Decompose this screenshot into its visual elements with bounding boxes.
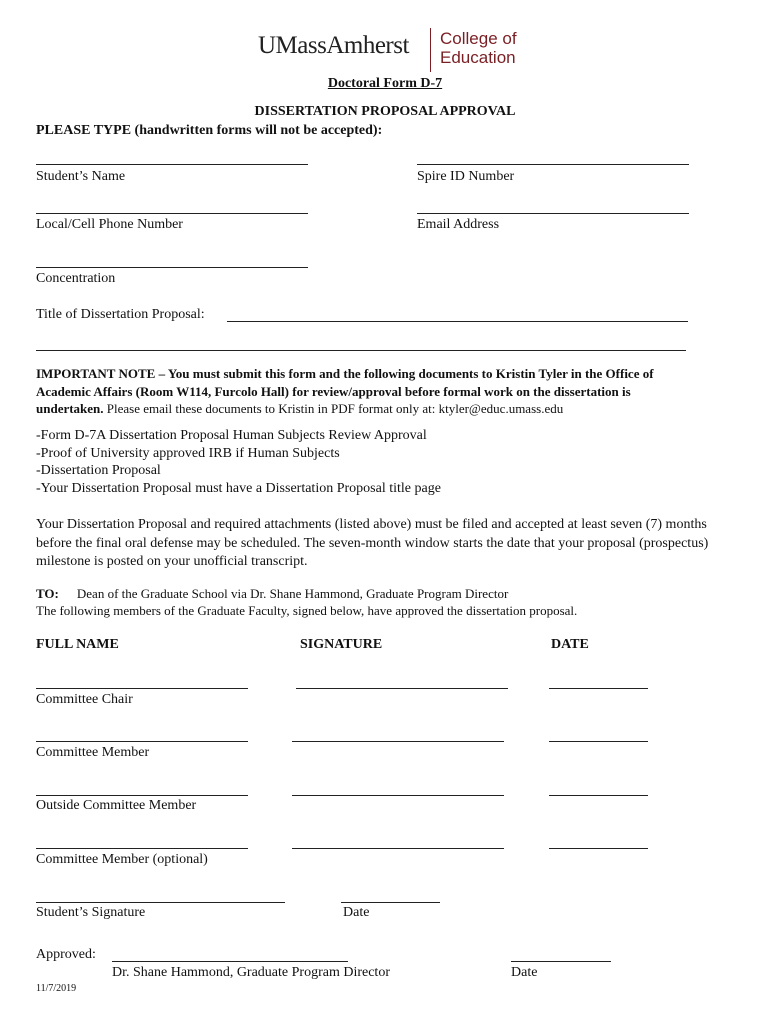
list-item: -Form D-7A Dissertation Proposal Human Subjects Review Approval (36, 428, 427, 443)
committee-chair-date-field[interactable] (549, 688, 648, 689)
optional-member-date-field[interactable] (549, 848, 648, 849)
student-signature-field[interactable] (36, 902, 285, 903)
important-note (36, 365, 696, 418)
student-signature-date-label: Date (343, 905, 370, 920)
approved-date-field[interactable] (511, 961, 611, 962)
important-note-bold: IMPORTANT NOTE – You must submit this form and the following documents to Kristin Tyler in the Office of Academic Affairs (Room W114, Furcolo Hall) for review/approval before formal work on the dissertation is undertaken. (36, 366, 654, 416)
approved-date-label: Date (511, 965, 538, 980)
deadline-paragraph: Your Dissertation Proposal and required attachments (listed above) must be filed and accepted at least seven (7) months before the final oral defense may be scheduled. The seven-month window starts the date that your proposal (prospectus) milestone is posted on your unofficial transcript. (36, 517, 709, 569)
document-list (36, 427, 441, 497)
list-item: -Your Dissertation Proposal must have a Dissertation Proposal title page (36, 480, 441, 496)
optional-member-signature-field[interactable] (292, 848, 504, 849)
student-signature-date-field[interactable] (341, 902, 440, 903)
concentration-field[interactable] (36, 267, 308, 268)
form-id: Doctoral Form D-7 (327, 76, 443, 91)
outside-member-date-field[interactable] (549, 795, 648, 796)
list-item: -Dissertation Proposal (36, 463, 161, 479)
form-title: DISSERTATION PROPOSAL APPROVAL (254, 104, 516, 119)
umass-amherst-logo: UMassAmherst (258, 32, 409, 59)
to-line (36, 586, 508, 602)
committee-member-name-field[interactable] (36, 741, 248, 742)
important-note-email: Please email these documents to Kristin in PDF format only at: ktyler@educ.umass.edu (103, 401, 564, 416)
committee-chair-name-field[interactable] (36, 688, 248, 689)
approved-signature-field[interactable] (112, 961, 348, 962)
email-field[interactable] (417, 213, 689, 214)
footer-date: 11/7/2019 (36, 983, 77, 994)
outside-member-signature-field[interactable] (292, 795, 504, 796)
logo-right-line2: Education (440, 48, 516, 67)
phone-field[interactable] (36, 213, 308, 214)
approved-label: Approved: (36, 947, 96, 962)
to-label: TO: (36, 586, 59, 601)
college-of-education-logo (440, 29, 517, 67)
concentration-label: Concentration (36, 271, 116, 286)
role-label: Committee Chair (36, 692, 133, 707)
column-signature: SIGNATURE (300, 637, 383, 652)
committee-member-signature-field[interactable] (292, 741, 504, 742)
student-name-field[interactable] (36, 164, 308, 165)
column-full-name: FULL NAME (36, 637, 119, 652)
role-label: Committee Member (36, 745, 150, 760)
column-date: DATE (551, 637, 589, 652)
title-field[interactable] (227, 321, 688, 322)
spire-id-field[interactable] (417, 164, 689, 165)
role-label: Outside Committee Member (36, 798, 197, 813)
phone-label: Local/Cell Phone Number (36, 217, 183, 232)
student-signature-label: Student’s Signature (36, 905, 146, 920)
instruction: PLEASE TYPE (handwritten forms will not be accepted): (36, 123, 383, 138)
committee-member-date-field[interactable] (549, 741, 648, 742)
to-text: Dean of the Graduate School via Dr. Shane Hammond, Graduate Program Director (76, 586, 509, 601)
optional-member-name-field[interactable] (36, 848, 248, 849)
email-label: Email Address (417, 217, 500, 232)
logo-divider (430, 28, 431, 72)
approval-statement: The following members of the Graduate Faculty, signed below, have approved the dissertation proposal. (36, 603, 578, 618)
approver-name: Dr. Shane Hammond, Graduate Program Director (112, 965, 390, 980)
committee-chair-signature-field[interactable] (296, 688, 508, 689)
title-label: Title of Dissertation Proposal: (36, 307, 205, 322)
spire-id-label: Spire ID Number (417, 169, 515, 184)
outside-member-name-field[interactable] (36, 795, 248, 796)
list-item: -Proof of University approved IRB if Human Subjects (36, 445, 340, 461)
student-name-label: Student’s Name (36, 169, 126, 184)
role-label: Committee Member (optional) (36, 852, 208, 867)
title-field-line2[interactable] (36, 350, 686, 351)
logo-right-line1: College of (440, 29, 517, 48)
